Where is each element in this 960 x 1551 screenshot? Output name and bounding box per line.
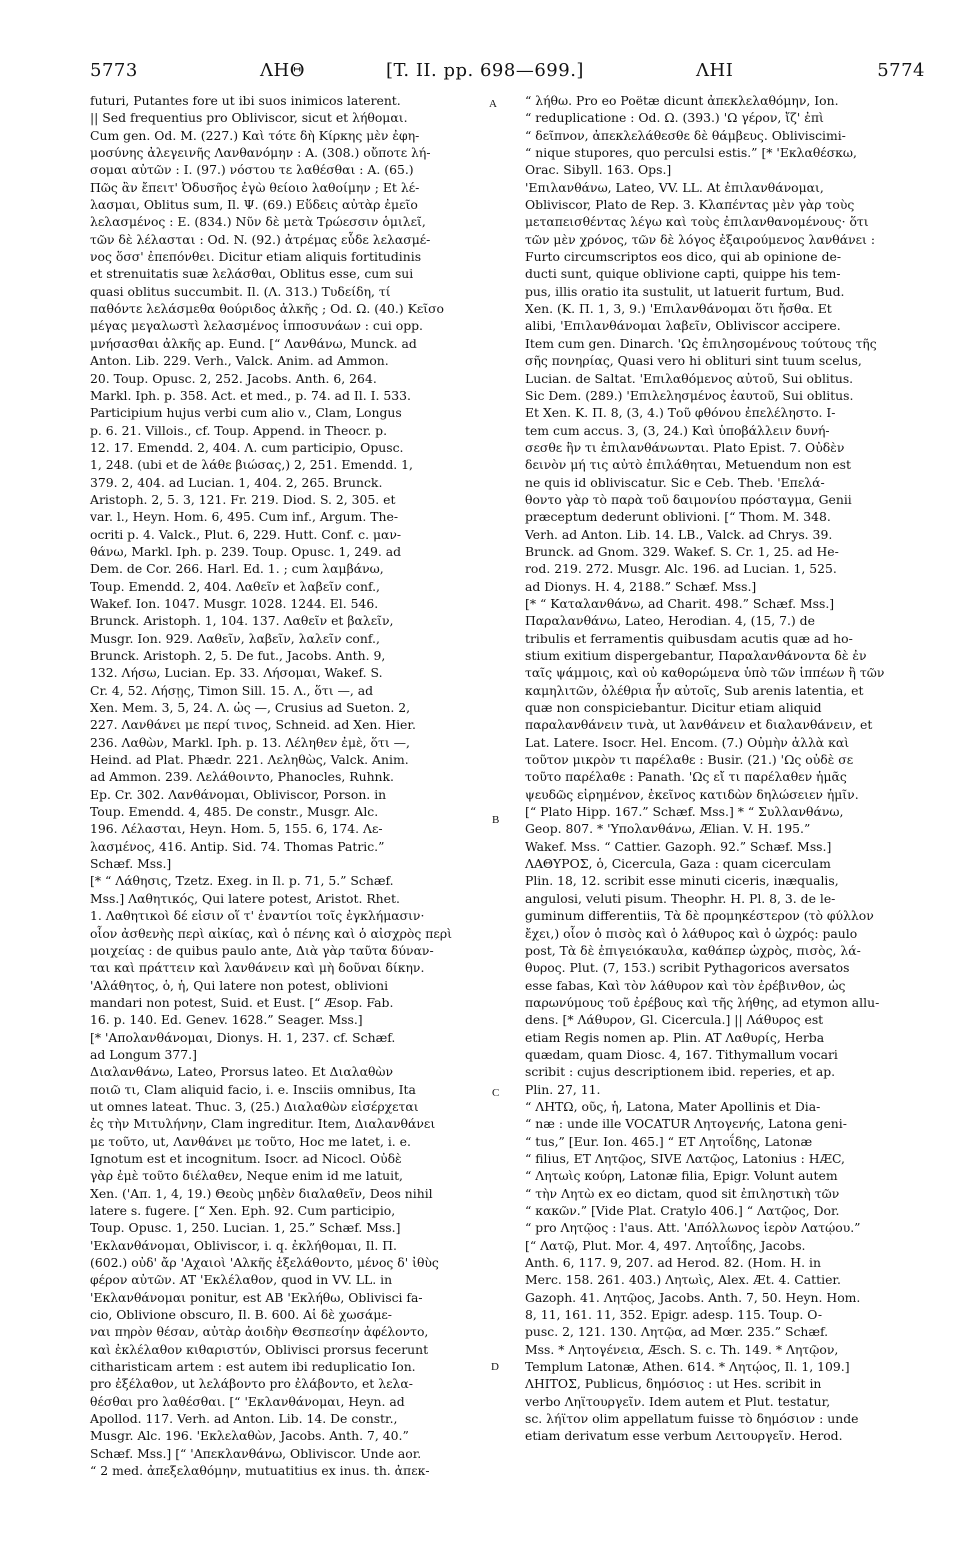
right-column-text: “ λήθω. Pro eo Poëtæ dicunt ἀπεκλελαθόμην, Ion. “ reduplicatione : Od. Ω. (393.) 'Ω γέρον, ἴζ' ἐπὶ “ δεῖπνον, ἀπεκλελάθεσθε δὲ θάμβευς. Obliviscimi- “ nique stupores, quo perculsi estis.” [* 'Εκλαθέσκω, Orac. Sibyll. 163. Ops.] 'Επιλανθάνω, Lateo, VV. LL. At ἐπιλανθάνομαι, Obliviscor, Plato de Rep. 3. Κλαπέντας μὲν γὰρ τοὺς μεταπεισθέντας λέγω καὶ τοὺς ἐπιλανθανομένους· ὅτι τῶν μὲν χρόνος, τῶν δὲ λόγος ἐξαιρούμενος λανθάνει : Furto circumscriptos eos dico, qui ab opinione de- ducti sunt, quique oblivione capti, quippe his tem- pus, illis oratio ita sustulit, ut latuerit furtum, Bud. Xen. (K. Π. 1, 3, 9.) 'Επιλανθάνομαι ὅτι ἤσθα. Et alibi, 'Επιλανθάνομαι λαβεῖν, Obliviscor accipere. Item cum gen. Dinarch. 'Ως ἐπιλησομένους τούτους τῆς σῆς πονηρίας, Quasi vero hi oblituri sint tuum scelus, Lucian. de Saltat. 'Επιλαθόμενος αὐτοῦ, Sui oblitus. Sic Dem. (289.) 'Επιλελησμένος ἑαυτοῦ, Sui oblitus. Et Xen. K. Π. 8, (3, 4.) Τοῦ φθόνου ἐπελέληστο. I- tem cum accus. 3, (3, 24.) Καὶ ὑποβάλλειν δυνή- σεσθε ἣν τι ἐπιλανθάνωνται. Plato Epist. 7. Οὐδὲν δεινὸν μή τις αὐτὸ ἐπιλάθηται, Metuendum non est ne quis id obliviscatur. Sic e Ceb. Theb. 'Επελά- θοντο γὰρ τὸ παρὰ τοῦ δαιμονίου πρόσταγμα, Genii præceptum dederunt oblivioni. [“ Thom. M. 348. Verh. ad Anton. Lib. 14. LB., Valck. ad Chrys. 39. Brunck. ad Gnom. 329. Wakef. S. Cr. 1, 25. ad He- rod. 219. 272. Musgr. Alc. 196. ad Lucian. 1, 525. ad Dionys. H. 4, 2188.” Schæf. Mss.] [* “ Καταλανθάνω, ad Charit. 498.” Schæf. Mss.] Παραλανθάνω, Lateo, Herodian. 4, (15, 7.) de tribulis et ferramentis quibusdam acutis quæ ad ho- stium exitium dispergebantur, Παραλανθάνοντα δὲ ἐν ταῖς ψάμμοις, καὶ οὐ καθορώμενα ὑπὸ τῶν ἱππέων ἢ τῶν καμηλιτῶν, ὀλέθρια ἦν αὐτοῖς, Sub arenis latentia, et quæ non conspiciebantur. Dicitur etiam aliquid παραλανθάνειν τινὰ, ut λανθάνειν et διαλανθάνειν, et Lat. Latere. Isocr. Hel. Encom. (7.) Οὐμὴν ἀλλὰ καὶ τοῦτον μικρὸν τι παρέλαθε : Busir. (21.) 'Ως οὐδὲ σε τοῦτο παρέλαθε : Panath. 'Ως εἴ τι παρέλαθεν ἡμᾶς ψευδῶς εἰρημένον, ἐκεῖνος κατιδὼν δηλώσειεν ἡμῖν. [“ Plato Hipp. 167.” Schæf. Mss.] * “ Συλλανθάνω, Geop. 807. * 'Υπολανθάνω, Ælian. V. H. 195.” Wakef. Mss. “ Cattier. Gazoph. 92.” Schæf. Mss.] ΛΑΘΥΡΟΣ, ὁ, Cicercula, Gaza : quam cicerculam Plin. 18, 12. scribit esse minuti ciceris, inæqualis, angulosi, veluti pisum. Theophr. H. Pl. 8, 3. de le- guminum differentiis, Τὰ δὲ προμηκέστερον (τὸ φύλλον ἔχει,) οἷον ὁ πισὸς καὶ ὁ λάθυρος καὶ ὁ ὠχρός: paulo post, Τὰ δὲ ἐπιγειόκαυλα, καθάπερ ὠχρὸς, πισὸς, λά- θυρος. Plut. (7, 153.) scribit Pythagoricos aversatos esse fabas, Καὶ τὸν λάθυρον καὶ τὸν ἐρέβινθον, ὡς παρωνύμους τοῦ ἐρέβους καὶ τῆς λήθης, ad etymon allu- dens. [* Λάθυρον, Gl. Cicercula.] || Λάθυρος est etiam Regis nomen ap. Plin. AT Λαθυρίς, Herba quædam, quam Diosc. 4, 167. Tithymallum vocari scribit : cujus descriptionem ibid. reperies, et ap. Plin. 27, 11. “ ΛΗΤΩ, οῦς, ἡ, Latona, Mater Apollinis et Dia- “ næ : unde ille VOCATUR Λητογενής, Latona geni- “ tus,” [Eur. Ion. 465.] “ ET Λητοΐδης, Latonæ “ filius, ET Λητῷος, SIVE Λατῷος, Latonius : HÆC, “ Λητωὶς κούρη, Latonæ filia, Epigr. Volunt autem “ τὴν Λητὼ ex eo dictam, quod sit ἐπιληστικὴ τῶν “ κακῶν.” [Vide Plat. Cratylo 406.] “ Λατῷος, Dor. “ pro Λητῷος : l'aus. Att. 'Απόλλωνος ἱερὸν Λατῴου.” [“ Λατῷ, Plut. Mor. 4, 497. Λητοΐδης, Jacobs. Anth. 6, 117. 9, 207. ad Herod. 82. (Hom. H. in Merc. 158. 261. 403.) Λητωὶς, Alex. Æt. 4. Cattier. Gazoph. 41. Λητῷος, Jacobs. Anth. 7, 50. Heyn. Hom. 8, 11, 161. 11, 352. Epigr. adesp. 115. Toup. O- pusc. 2, 121. 130. Λητῷα, ad Mœr. 235.” Schæf. Mss. * Λητογένεια, Æsch. S. c. Th. 149. * Λητῷον, Templum Latonæ, Athen. 614. * Λητῴος, Il. 1, 109.] ΛΗΙΤΟΣ, Publicus, δημόσιος : ut Hes. scribit in verbo Ληϊτουργεῖν. Idem autem et Plut. testatur, sc. λήϊτον olim appellatum fuisse τὸ δημόσιον : unde etiam derivatum esse verbum Λειτουργεῖν. Herod. [525, 93, 885, 1444]
section-marker-c: C [492, 1087, 500, 1099]
right-page-number: 5774 [877, 60, 925, 81]
left-page-number: 5773 [90, 60, 138, 81]
section-marker-d: D [491, 1361, 499, 1373]
section-marker-a: A [489, 98, 497, 110]
right-headword: ΛΗΙ [696, 60, 734, 81]
left-column-text: futuri, Putantes fore ut ibi suos inimicos laterent. || Sed frequentius pro Obliviscor, sicut et λήθομαι. Cum gen. Od. M. (227.) Καὶ τότε δὴ Κίρκης μὲν ἐφη- μοσύνης ἀλεγεινῆς Λανθανόμην : A. (308.) οὔποτε λή- σομαι αὐτῶν : I. (97.) νόστου τε λαθέσθαι : A. (65.) Πῶς ἂν ἔπειτ' Ὀδυσῆος ἐγὼ θείοιο λαθοίμην ; Et λέ- λασμαι, Oblitus sum, Il. Ψ. (69.) Εὕδεις αὐτὰρ ἐμεῖο λελασμένος : E. (834.) Νῦν δὲ μετὰ Τρώεσσιν ὁμιλεῖ, τῶν δὲ λέλασται : Od. N. (92.) ἀτρέμας εὗδε λελασμέ- νος ὅσσ' ἐπεπόνθει. Dicitur etiam aliquis fortitudinis et strenuitatis suæ λελάσθαι, Oblitus esse, cum sui quasi oblitus succumbit. Il. (Λ. 313.) Τυδείδη, τί παθόντε λελάσμεθα θούριδος ἀλκῆς ; Od. Ω. (40.) Κεῖσο μέγας μεγαλωστὶ λελασμένος ἱπποσυνάων : cui opp. μνήσασθαι ἀλκῆς ap. Eund. [“ Λανθάνω, Munck. ad Anton. Lib. 229. Verh., Valck. Anim. ad Ammon. 20. Toup. Opusc. 2, 252. Jacobs. Anth. 6, 264. Markl. Iph. p. 358. Act. et med., p. 74. ad Il. I. 533. Participium hujus verbi cum alio v., Clam, Longus p. 6. 21. Villois., cf. Toup. Append. in Theocr. p. 12. 17. Emendd. 2, 404. Λ. cum participio, Opusc. 1, 248. (ubi et de λάθε βιώσας,) 2, 251. Emendd. 1, 379. 2, 404. ad Lucian. 1, 404. 2, 265. Brunck. Aristoph. 2, 5. 3, 121. Fr. 219. Diod. S. 2, 305. et var. l., Heyn. Hom. 6, 495. Cum inf., Argum. The- ocriti p. 4. Valck., Plut. 6, 229. Hutt. Conf. c. μαν- θάνω, Markl. Iph. p. 239. Toup. Opusc. 1, 249. ad Dem. de Cor. 266. Harl. Ed. 1. ; cum λαμβάνω, Toup. Emendd. 2, 404. Λαθεῖν et λαβεῖν conf., Wakef. Ion. 1047. Musgr. 1028. 1244. El. 546. Brunck. Aristoph. 1, 104. 137. Λαθεῖν et βαλεῖν, Musgr. Ion. 929. Λαθεῖν, λαβεῖν, λαλεῖν conf., Brunck. Aristoph. 2, 5. De fut., Jacobs. Anth. 9, 132. Λήσω, Lucian. Ep. 33. Λήσομαι, Wakef. S. Cr. 4, 52. Λήσῃς, Timon Sill. 15. Λ., ὅτι —, ad Xen. Mem. 3, 5, 24. Λ. ὡς —, Crusius ad Sueton. 2, 227. Λανθάνει με περί τινος, Schneid. ad Xen. Hier. 236. Λαθὼν, Markl. Iph. p. 13. Λέληθεν ἐμὲ, ὅτι —, Heind. ad Plat. Phædr. 221. Λεληθὼς, Valck. Anim. ad Ammon. 239. Λελάθοιντο, Phanocles, Ruhnk. Ep. Cr. 302. Λανθάνομαι, Obliviscor, Porson. in Toup. Emendd. 4, 485. De constr., Musgr. Alc. 196. Λέλασται, Heyn. Hom. 5, 155. 6, 174. Λε- λασμένος, 416. Antip. Sid. 74. Thomas Patric.” Schæf. Mss.] [* “ Λάθησις, Tzetz. Exeg. in Il. p. 71, 5.” Schæf. Mss.] Λαθητικός, Qui latere potest, Aristot. Rhet. 1. Λαθητικοὶ δέ εἰσιν οἵ τ' ἐναντίοι τοῖς ἐγκλήμασιν· οἷον ἀσθενὴς περὶ αἰκίας, καὶ ὁ πένης καὶ ὁ αἰσχρὸς περὶ μοιχείας : de quibus paulo ante, Διὰ γὰρ ταῦτα δύναν- ται καὶ πράττειν καὶ λανθάνειν καὶ μὴ δοῦναι δίκην. 'Αλάθητος, ὁ, ἡ, Qui latere non potest, oblivioni mandari non potest, Suid. et Eust. [“ Æsop. Fab. 16. p. 140. Ed. Genev. 1628.” Seager. Mss.] [* 'Απολανθάνομαι, Dionys. H. 1, 237. cf. Schæf. ad Longum 377.] Διαλανθάνω, Lateo, Prorsus lateo. Et Διαλαθὼν ποιῶ τι, Clam aliquid facio, i. e. Insciis omnibus, Ita ut omnes lateat. Thuc. 3, (25.) Διαλαθὼν εἰσέρχεται ἐς τὴν Μιτυλήνην, Clam ingreditur. Item, Διαλανθάνει με τοῦτο, ut, Λανθάνει με τοῦτο, Hoc me latet, i. e. Ignotum est et incognitum. Isocr. ad Nicocl. Οὐδὲ γὰρ ἐμὲ τοῦτο διέλαθεν, Neque enim id me latuit, Xen. ('Απ. 1, 4, 19.) Θεοὺς μηδὲν διαλαθεῖν, Deos nihil latere s. fugere. [“ Xen. Eph. 92. Cum participio, Toup. Opusc. 1, 250. Lucian. 1, 25.” Schæf. Mss.] 'Εκλανθάνομαι, Obliviscor, i. q. ἐκλήθομαι, Il. Π. (602.) οὐδ' ἄρ 'Αχαιοὶ 'Αλκῆς ἐξελάθοντο, μένος δ' ἰθὺς φέρον αὐτῶν. AT 'Εκλέλαθον, quod in VV. LL. in 'Εκλανθάνομαι ponitur, est AB 'Εκλήθω, Oblivisci fa- cio, Oblivione obscuro, Il. B. 600. Αἱ δὲ χωσάμε- ναι πηρὸν θέσαν, αὐτὰρ ἀοιδὴν Θεσπεσίην ἀφέλοντο, καὶ ἐκλέλαθον κιθαριστύν, Oblivisci prorsus fecerunt citharisticam artem : est autem ibi reduplicatio Ion. pro ἐξέλαθον, ut λελάβοντο pro ἐλάβοντο, et λελα- θέσθαι pro λαθέσθαι. [“ 'Εκλανθάνομαι, Heyn. ad Apollod. 117. Verh. ad Anton. Lib. 14. De constr., Musgr. Alc. 196. 'Εκλελαθὼν, Jacobs. Anth. 7, 40.” Schæf. Mss.] [“ 'Απεκλανθάνω, Obliviscor. Unde aor. “ 2 med. ἀπεξελαθόμην, mutuatitius ex inus. th. ἀπεκ- [90, 93, 452, 1479]
page-reference: [T. II. pp. 698—699.] [386, 60, 584, 81]
section-marker-b: B [492, 814, 500, 826]
running-header [90, 60, 925, 90]
left-headword: ΛΗΘ [260, 60, 305, 81]
